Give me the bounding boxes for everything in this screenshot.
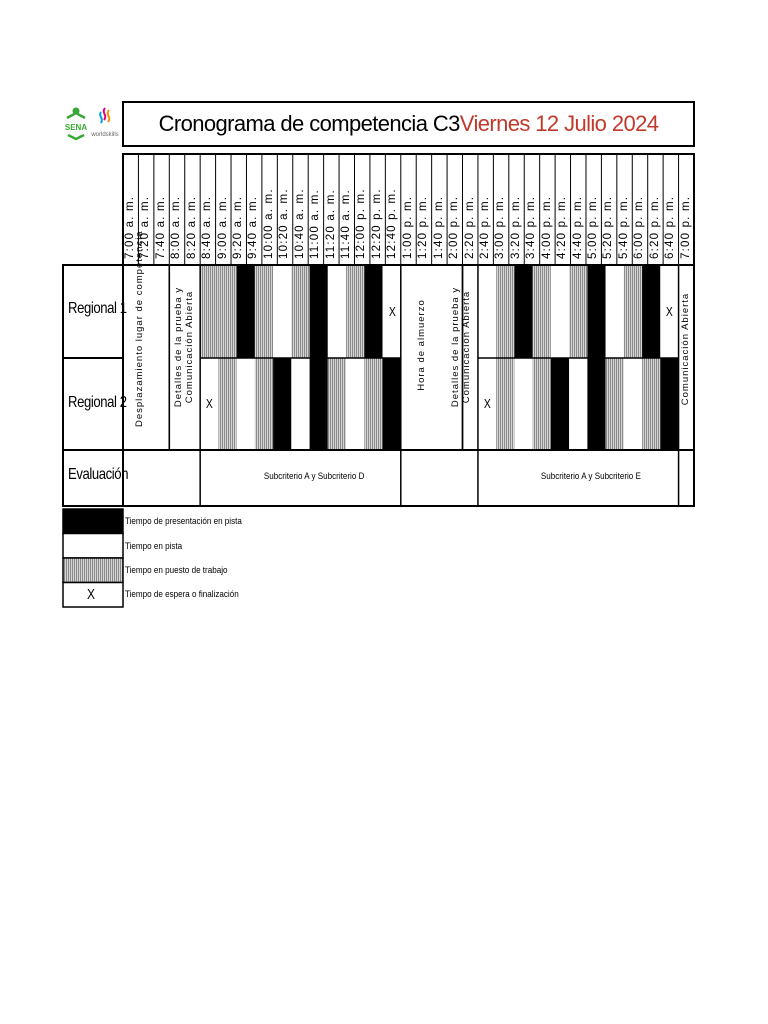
slot-r2_afternoon-10 xyxy=(660,358,678,450)
legend-swatch-white xyxy=(63,534,123,559)
slot-r2_morning-4 xyxy=(273,358,291,450)
title-date: Viernes 12 Julio 2024 xyxy=(459,111,659,136)
time-label: 5:20 p. m. xyxy=(602,195,615,259)
slot-r1_morning-3 xyxy=(255,265,273,358)
time-label: 6:20 p. m. xyxy=(648,195,661,259)
slot-r2_afternoon-1 xyxy=(496,358,514,450)
time-label: 6:00 p. m. xyxy=(633,195,646,259)
time-label: 7:00 a. m. xyxy=(124,195,136,259)
time-label: 8:40 a. m. xyxy=(201,195,214,259)
time-label: 12:00 p. m. xyxy=(355,188,368,259)
time-label: 2:20 p. m. xyxy=(463,195,476,259)
time-label: 7:40 a. m. xyxy=(154,195,167,259)
time-label: 7:00 p. m. xyxy=(679,195,692,259)
time-label: 1:00 p. m. xyxy=(401,195,414,259)
row-label-regional-2: Regional 2 xyxy=(68,394,127,411)
slot-r1_afternoon-7 xyxy=(606,265,624,358)
time-label: 9:00 a. m. xyxy=(216,195,229,259)
eval-afternoon: Subcriterio A y Subcriterio E xyxy=(540,471,641,482)
time-label: 6:40 p. m. xyxy=(664,195,677,259)
slot-r2_afternoon-4 xyxy=(551,358,569,450)
time-label: 7:20 a. m. xyxy=(139,195,152,259)
time-label: 12:20 p. m. xyxy=(370,188,383,259)
wait-mark-r2_morning: X xyxy=(206,396,214,411)
slot-r1_morning-1 xyxy=(218,265,236,358)
slot-r1_afternoon-1 xyxy=(496,265,514,358)
time-label: 9:20 a. m. xyxy=(232,195,245,259)
time-label: 10:00 a. m. xyxy=(262,188,275,259)
slot-r1_afternoon-9 xyxy=(642,265,660,358)
time-label: 2:00 p. m. xyxy=(448,195,461,259)
time-label: 1:20 p. m. xyxy=(417,195,430,259)
block-comunicacion: Comunicación Abierta xyxy=(680,292,691,406)
slot-r2_morning-9 xyxy=(364,358,382,450)
time-label: 3:00 p. m. xyxy=(494,195,507,259)
slot-r1_morning-0 xyxy=(200,265,218,358)
wait-mark-r1_morning: X xyxy=(388,303,396,319)
slot-r2_morning-6 xyxy=(310,358,328,450)
slot-r1_afternoon-8 xyxy=(624,265,642,358)
time-label: 9:40 a. m. xyxy=(247,195,260,259)
slot-r2_morning-7 xyxy=(328,358,346,450)
slot-r1_afternoon-5 xyxy=(569,265,587,358)
slot-r1_morning-2 xyxy=(237,265,255,358)
slot-r2_afternoon-6 xyxy=(587,358,605,450)
time-label: 10:20 a. m. xyxy=(278,188,291,259)
time-label: 1:40 p. m. xyxy=(432,195,445,259)
slot-r2_morning-1 xyxy=(218,358,236,450)
time-label: 3:40 p. m. xyxy=(525,195,538,259)
worldskills-logo-icon xyxy=(90,106,120,142)
time-label: 11:40 a. m. xyxy=(340,189,353,259)
slot-r1_morning-7 xyxy=(328,265,346,358)
block-almuerzo: Hora de almuerzo xyxy=(416,299,427,391)
slot-r1_afternoon-2 xyxy=(514,265,532,358)
slot-r1_morning-4 xyxy=(273,265,291,358)
slot-r1_afternoon-0 xyxy=(478,265,496,358)
sena-logo-text: SENA xyxy=(64,123,88,132)
slot-r2_morning-5 xyxy=(291,358,309,450)
slot-r2_afternoon-9 xyxy=(642,358,660,450)
time-label: 11:20 a. m. xyxy=(324,189,337,259)
time-label: 4:20 p. m. xyxy=(556,195,569,259)
slot-r1_morning-9 xyxy=(364,265,382,358)
slot-r1_morning-5 xyxy=(291,265,309,358)
time-label: 3:20 p. m. xyxy=(509,195,522,259)
time-label: 4:00 p. m. xyxy=(540,195,553,259)
legend-gray-label: Tiempo en puesto de trabajo xyxy=(125,565,228,576)
wait-mark-r2_afternoon: X xyxy=(483,396,491,411)
slot-r2_afternoon-5 xyxy=(569,358,587,450)
slot-r2_afternoon-7 xyxy=(606,358,624,450)
time-label: 5:40 p. m. xyxy=(617,195,630,259)
slot-r1_morning-8 xyxy=(346,265,364,358)
slot-r1_afternoon-3 xyxy=(533,265,551,358)
slot-r1_morning-6 xyxy=(310,265,328,358)
slot-r2_afternoon-2 xyxy=(514,358,532,450)
slot-r2_morning-2 xyxy=(237,358,255,450)
time-label: 8:20 a. m. xyxy=(185,195,198,259)
time-label: 10:40 a. m. xyxy=(293,188,306,259)
eval-morning: Subcriterio A y Subcriterio D xyxy=(263,471,365,482)
schedule-title xyxy=(122,101,695,147)
block-detalles-afternoon: Detalles de la prueba y Comunicación Abierta xyxy=(450,286,472,408)
slot-r2_morning-8 xyxy=(346,358,364,450)
legend-swatch-gray xyxy=(63,558,123,583)
legend-x-label: Tiempo de espera o finalización xyxy=(125,589,239,600)
time-label: 2:40 p. m. xyxy=(478,195,491,259)
time-label: 5:00 p. m. xyxy=(586,195,599,259)
slot-r1_afternoon-6 xyxy=(587,265,605,358)
legend-black-label: Tiempo de presentación en pista xyxy=(125,516,242,527)
legend-x-mark: X xyxy=(87,586,96,603)
time-label: 4:40 p. m. xyxy=(571,195,584,259)
block-desplazamiento: Desplazamiento lugar de competencia xyxy=(134,230,145,427)
legend-white-label: Tiempo en pista xyxy=(125,541,183,552)
row-label-regional-1: Regional 1 xyxy=(68,300,127,317)
slot-r1_afternoon-4 xyxy=(551,265,569,358)
time-label: 8:00 a. m. xyxy=(170,195,183,259)
title-main: Cronograma de competencia C3 xyxy=(158,111,460,136)
slot-r2_morning-3 xyxy=(255,358,273,450)
worldskills-logo-text: worldskills xyxy=(91,132,119,138)
row-label-evaluacion: Evaluación xyxy=(68,466,129,483)
wait-mark-r1_afternoon: X xyxy=(666,303,674,319)
slot-r2_morning-10 xyxy=(383,358,401,450)
block-detalles-morning: Detalles de la prueba y Comunicación Abierta xyxy=(173,286,195,408)
slot-r2_afternoon-8 xyxy=(624,358,642,450)
slot-r2_afternoon-3 xyxy=(533,358,551,450)
time-label: 11:00 a. m. xyxy=(309,189,322,259)
time-label: 12:40 p. m. xyxy=(386,188,399,259)
legend-swatch-black xyxy=(63,509,123,534)
logo-area xyxy=(62,104,120,144)
